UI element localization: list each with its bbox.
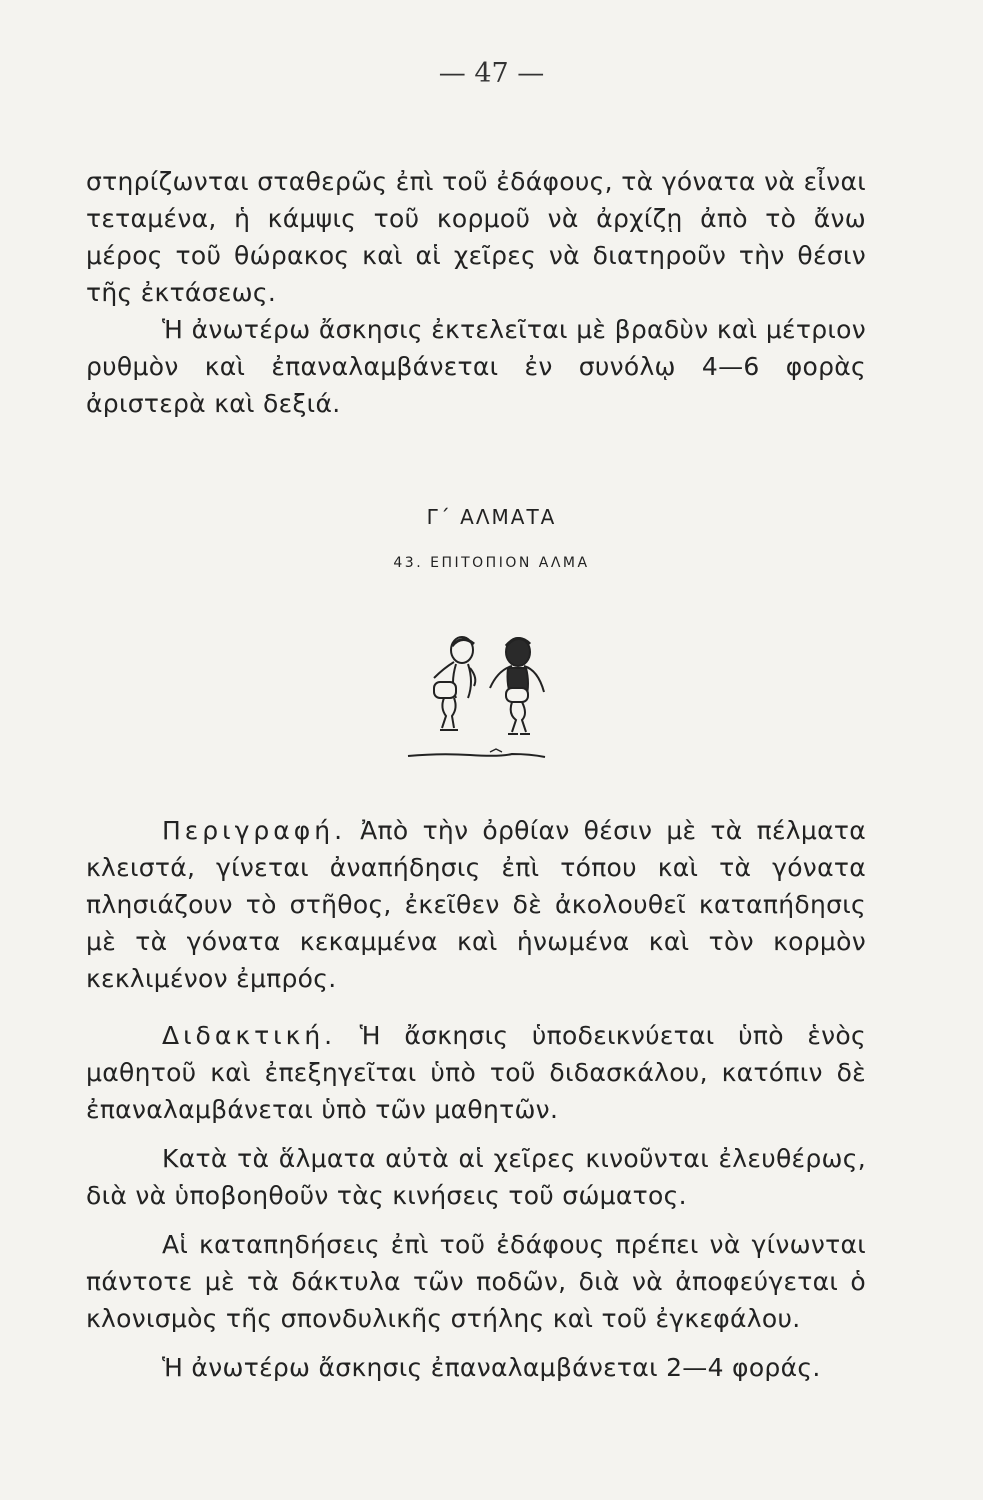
exercise-title: 43. ΕΠΙΤΟΠΙΟΝ ΑΛΜΑ [393, 555, 590, 571]
two-children-jumping-illustration [400, 628, 550, 768]
paragraph-repetition-note: Ἡ ἀνωτέρω ἄσκησις ἐκτελεῖται μὲ βραδὺν καὶ μέτριον ρυθμὸν καὶ ἐπαναλαμβάνεται ἐν συνόλῳ 4—6 φορὰς ἀριστερὰ καὶ δεξιά. [86, 315, 866, 418]
section-heading: Γ΄ ΑΛΜΑΤΑ [426, 505, 557, 529]
paragraph-landing-note: Αἱ καταπηδήσεις ἐπὶ τοῦ ἐδάφους πρέπει νὰ γίνωνται πάντοτε μὲ τὰ δάκτυλα τῶν ποδῶν, διὰ νὰ ἀποφεύγεται ὁ κλονισμὸς τῆς σπονδυλικῆς στήλης καὶ τοῦ ἐγκεφάλου. [86, 1230, 866, 1333]
paragraph-didactic [86, 1017, 866, 1128]
exercise-figure [400, 628, 550, 768]
paragraph-repetition-count: Ἡ ἀνωτέρω ἄσκησις ἐπαναλαμβάνεται 2—4 φοράς. [162, 1353, 821, 1382]
description-label: Περιγραφή. [162, 816, 347, 845]
paragraph-continuation: στηρίζωνται σταθερῶς ἐπὶ τοῦ ἐδάφους, τὰ γόνατα νὰ εἶναι τεταμένα, ἡ κάμψις τοῦ κορμοῦ νὰ ἀρχίζῃ ἀπὸ τὸ ἄνω μέρος τοῦ θώρακος καὶ αἱ χεῖρες νὰ διατηροῦν τὴν θέσιν τῆς ἐκτάσεως. [86, 167, 866, 307]
paragraph-description [86, 812, 866, 997]
description-text: Ἀπὸ τὴν ὀρθίαν θέσιν μὲ τὰ πέλματα κλειστά, γίνεται ἀναπήδησις ἐπὶ τόπου καὶ τὰ γόνατα πλησιάζουν τὸ στῆθος, ἐκεῖθεν δὲ ἀκολουθεῖ καταπήδησις μὲ τὰ γόνατα κεκαμμένα καὶ ἡνωμένα καὶ τὸν κορμὸν κεκλιμένον ἐμπρός. [86, 816, 866, 993]
didactic-label: Διδακτική. [162, 1021, 337, 1050]
text-block-bottom [86, 812, 866, 1386]
didactic-text: Ἡ ἄσκησις ὑποδεικνύεται ὑπὸ ἑνὸς μαθητοῦ καὶ ἐπεξηγεῖται ὑπὸ τοῦ διδασκάλου, κατόπιν δὲ ἐπαναλαμβάνεται ὑπὸ τῶν μαθητῶν. [86, 1021, 866, 1124]
page-number: — 47 — [438, 58, 545, 89]
paragraph-hands-note: Κατὰ τὰ ἅλματα αὐτὰ αἱ χεῖρες κινοῦνται ἐλευθέρως, διὰ νὰ ὑποβοηθοῦν τὰς κινήσεις τοῦ σώματος. [86, 1144, 866, 1210]
text-block-top [86, 163, 866, 422]
